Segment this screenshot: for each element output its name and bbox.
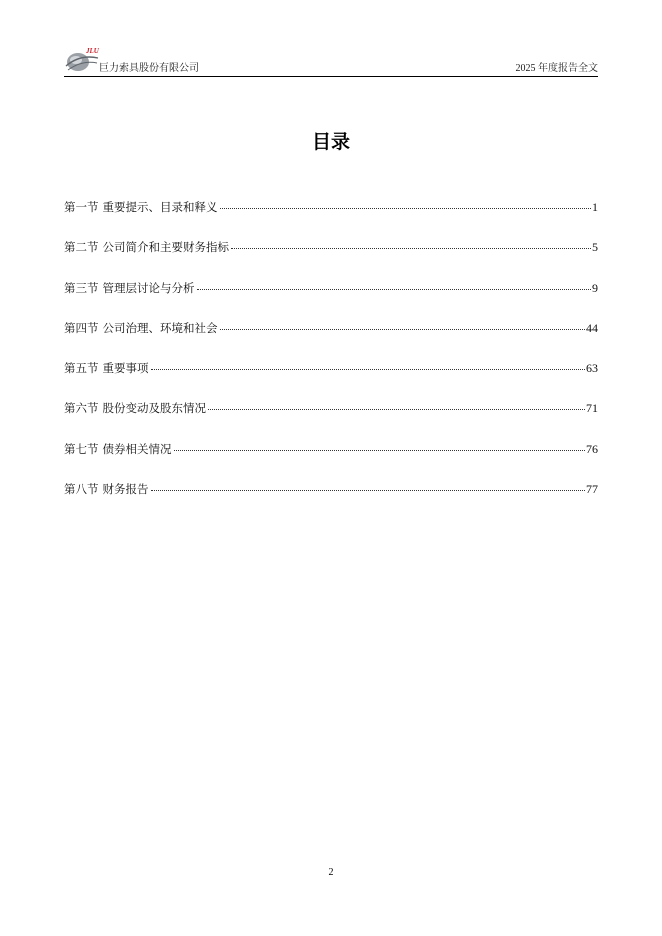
- toc-page-number: 9: [592, 280, 598, 295]
- toc-leader-dots: [151, 368, 586, 370]
- toc-section-title: 重要事项: [102, 361, 149, 376]
- toc-leader-dots: [220, 207, 592, 209]
- page-number: 2: [328, 867, 334, 878]
- logo-lettering: JLU: [86, 47, 99, 55]
- toc-leader-dots: [174, 449, 586, 451]
- toc-leader-dots: [151, 489, 586, 491]
- toc-section-number: 第八节: [64, 482, 99, 497]
- toc-heading: 目录: [311, 131, 350, 153]
- toc-entry-label: [64, 199, 218, 215]
- toc-leader-dots: [220, 328, 586, 330]
- toc-section-number: 第一节: [64, 200, 99, 214]
- toc-page-number: 1: [592, 200, 598, 214]
- toc-entry-label: [64, 320, 218, 336]
- toc-leader-dots: [231, 247, 591, 249]
- globe-logo-icon: [64, 44, 100, 74]
- toc-page-number: 71: [586, 401, 598, 416]
- toc-entry[interactable]: [64, 280, 598, 296]
- toc-entry[interactable]: [64, 400, 598, 416]
- toc-entry-label: [64, 441, 172, 457]
- toc-entry[interactable]: [64, 199, 598, 215]
- toc-entry-label: [64, 280, 195, 296]
- toc-section-title: 财务报告: [102, 482, 149, 497]
- header-report-title: 2025 年度报告全文: [515, 63, 598, 74]
- toc-section-number: 第七节: [64, 441, 99, 456]
- table-of-contents: [64, 199, 598, 521]
- toc-section-title: 公司简介和主要财务指标: [102, 240, 229, 255]
- company-logo: [64, 44, 100, 74]
- toc-section-number: 第五节: [64, 361, 99, 376]
- toc-entry[interactable]: [64, 239, 598, 255]
- toc-page-number: 63: [586, 361, 598, 376]
- header-company-name: 巨力索具股份有限公司: [99, 63, 199, 74]
- toc-entry[interactable]: [64, 360, 598, 376]
- toc-section-title: 管理层讨论与分析: [102, 280, 195, 295]
- toc-entry-label: [64, 360, 149, 376]
- toc-page-number: 76: [586, 441, 598, 456]
- toc-page-number: 5: [592, 240, 598, 255]
- toc-entry-label: [64, 481, 149, 497]
- toc-entry-label: [64, 400, 206, 416]
- toc-leader-dots: [197, 288, 592, 290]
- toc-section-number: 第三节: [64, 280, 99, 295]
- toc-entry-label: [64, 239, 229, 255]
- toc-leader-dots: [208, 408, 585, 410]
- toc-section-number: 第六节: [64, 401, 99, 416]
- toc-section-title: 股份变动及股东情况: [102, 401, 206, 416]
- toc-entry[interactable]: [64, 320, 598, 336]
- toc-page-number: 44: [586, 320, 598, 335]
- toc-section-number: 第二节: [64, 240, 99, 255]
- toc-section-title: 债券相关情况: [102, 441, 172, 456]
- toc-section-number: 第四节: [64, 320, 99, 335]
- toc-entry[interactable]: [64, 441, 598, 457]
- header-divider: [64, 76, 598, 77]
- toc-entry[interactable]: [64, 481, 598, 497]
- toc-section-title: 重要提示、目录和释义: [102, 200, 218, 214]
- toc-section-title: 公司治理、环境和社会: [102, 320, 218, 335]
- toc-page-number: 77: [586, 482, 598, 497]
